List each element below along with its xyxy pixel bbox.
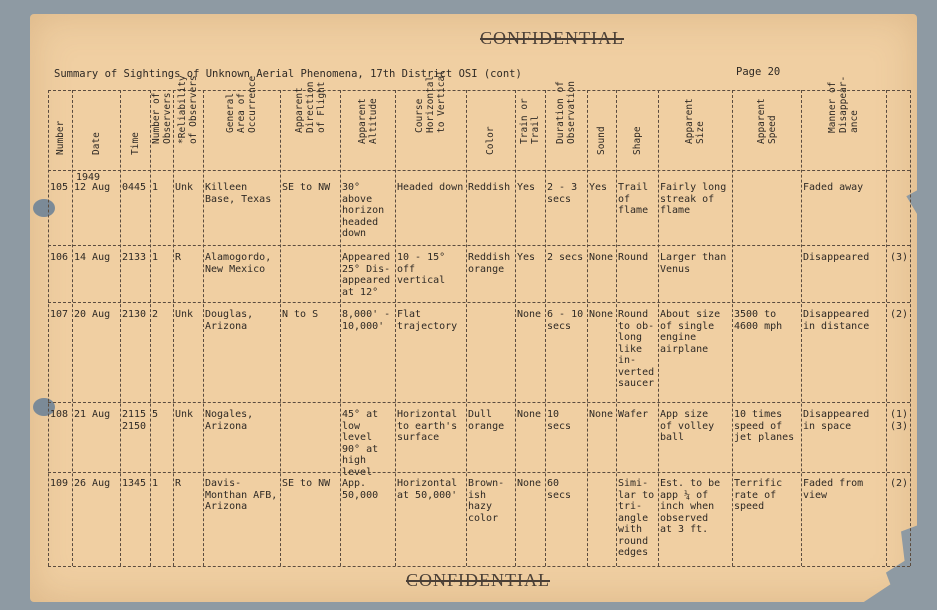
column-header [48, 90, 72, 170]
table-cell: Nogales, Arizona [205, 409, 254, 432]
column-header-label: Train or Trail [519, 98, 541, 144]
table-cell: Brown- ish hazy color [468, 478, 505, 524]
table-cell: 20 Aug [74, 309, 111, 320]
column-header [801, 75, 886, 170]
table-cell: Larger than Venus [660, 252, 727, 275]
column-header-label: Shape [631, 126, 643, 155]
table-cell: 2 [152, 309, 159, 320]
column-header-label: *Reliability of Observers [177, 75, 199, 144]
table-cell: Unk [175, 309, 194, 320]
table-cell: 45° at low level 90° at high level [342, 409, 379, 478]
table-cell: Reddish [468, 182, 511, 193]
row-rule [48, 302, 910, 303]
table-cell: N to S [282, 309, 319, 320]
column-header [173, 75, 203, 170]
page-number: Page 20 [736, 66, 781, 78]
table-cell: None [589, 309, 614, 320]
table-cell: 10 secs [547, 409, 572, 432]
table-cell: 60 secs [547, 478, 572, 501]
table-cell: None [517, 478, 542, 489]
column-header-label: Apparent Size [684, 98, 706, 144]
table-cell: 5 [152, 409, 159, 420]
column-header-label: Time [129, 132, 141, 155]
column-header-label: Apparent Direction of Flight [293, 81, 327, 133]
table-cell: Terrific rate of speed [734, 478, 783, 512]
document-title: Summary of Sightings of Unknown Aerial Phenomena, 17th District OSI (cont) [54, 68, 522, 80]
table-cell: Unk [175, 182, 194, 193]
column-header [395, 70, 466, 170]
table-cell: Davis- Monthan AFB, Arizona [205, 478, 278, 512]
table-cell: 2133 [122, 252, 147, 263]
table-cell: Disappeared [803, 252, 870, 263]
table-cell: Alamogordo, New Mexico [205, 252, 272, 275]
table-cell: 105 [50, 182, 69, 193]
table-cell: 109 [50, 478, 69, 489]
column-header-label: Date [90, 132, 102, 155]
column-header [280, 81, 340, 170]
table-cell: None [589, 409, 614, 420]
table-cell: Yes [517, 182, 536, 193]
table-cell: 21 Aug [74, 409, 111, 420]
table-cell: 108 [50, 409, 69, 420]
column-header [203, 75, 280, 170]
table-cell: Trail of flame [618, 182, 649, 216]
table-cell: Killeen Base, Texas [205, 182, 272, 205]
confidential-stamp-top: CONFIDENTIAL [480, 28, 624, 48]
row-footnote-ref: (2) [890, 309, 909, 320]
column-header [545, 81, 587, 170]
column-header [658, 90, 732, 170]
column-header [587, 90, 616, 170]
table-cell: Headed down [397, 182, 464, 193]
table-cell: None [517, 309, 542, 320]
table-cell: 10 - 15° off vertical [397, 252, 446, 286]
table-cell: App size of volley ball [660, 409, 715, 443]
table-cell: SE to NW [282, 182, 331, 193]
table-cell: 107 [50, 309, 69, 320]
table-cell: 1 [152, 478, 159, 489]
table-cell: Horizontal at 50,000' [397, 478, 458, 501]
table-cell: Disappeared in distance [803, 309, 870, 332]
table-cell: Wafer [618, 409, 649, 420]
column-header-label: Sound [596, 126, 607, 155]
table-cell: Simi- lar to tri- angle with round edges [618, 478, 655, 558]
column-rule [886, 90, 887, 566]
table-cell: Faded away [803, 182, 864, 193]
table-cell: Flat trajectory [397, 309, 458, 332]
table-cell: 106 [50, 252, 69, 263]
column-header [150, 90, 173, 170]
table-cell: None [517, 409, 542, 420]
table-cell: None [589, 252, 614, 263]
table-cell: 1 [152, 182, 159, 193]
row-rule [48, 402, 910, 403]
row-footnote-ref: (3) [890, 252, 909, 263]
confidential-stamp-bottom: CONFIDENTIAL [406, 570, 550, 590]
table-cell: 1345 [122, 478, 147, 489]
column-header [340, 90, 395, 170]
column-header [732, 90, 801, 170]
row-footnote-ref: (2) [890, 478, 909, 489]
row-footnote-ref: (1) (3) [890, 409, 909, 432]
table-cell: Faded from view [803, 478, 864, 501]
table-cell: 10 times speed of jet planes [734, 409, 795, 443]
table-cell: R [175, 252, 182, 263]
column-header [515, 90, 545, 170]
column-header-label: Number [54, 120, 66, 155]
table-cell: 30° above horizon headed down [342, 182, 385, 239]
table-cell: Unk [175, 409, 194, 420]
table-cell: App. 50,000 [342, 478, 379, 501]
column-header-label: Number of Observers [150, 92, 173, 144]
row-rule [48, 245, 910, 246]
year-label: 1949 [76, 172, 101, 183]
column-header-label: Duration of Observation [555, 81, 577, 144]
table-cell: Yes [589, 182, 608, 193]
table-cell: 26 Aug [74, 478, 111, 489]
column-header-label: Manner of Disappear- ance [827, 75, 860, 133]
table-cell: Douglas, Arizona [205, 309, 254, 332]
table-cell: 8,000' - 10,000' [342, 309, 391, 332]
table-cell: 2130 [122, 309, 147, 320]
table-cell: Fairly long streak of flame [660, 182, 727, 216]
table-cell: 2115 2150 [122, 409, 147, 432]
table-cell: Est. to be app ¼ of inch when observed at 3 ft. [660, 478, 721, 535]
column-header-label: Color [485, 126, 496, 155]
column-header-label: General Area of Occurrence [225, 75, 258, 133]
table-cell: 12 Aug [74, 182, 111, 193]
row-rule [48, 566, 910, 567]
column-header-label: Course Horizontal to Vertical [414, 70, 447, 133]
column-header [466, 90, 515, 170]
column-header-label: Apparent Speed [755, 98, 778, 144]
table-cell: Dull orange [468, 409, 505, 432]
column-header [72, 90, 120, 170]
column-header [616, 90, 658, 170]
table-cell: R [175, 478, 182, 489]
table-cell: Reddish orange [468, 252, 511, 275]
table-cell: Horizontal to earth's surface [397, 409, 458, 443]
table-cell: 14 Aug [74, 252, 111, 263]
table-cell: Round to ob- long like in- verted saucer [618, 309, 655, 389]
row-rule [48, 170, 910, 171]
column-rule [910, 90, 911, 566]
table-cell: 2 - 3 secs [547, 182, 578, 205]
table-cell: 2 secs [547, 252, 584, 263]
table-cell: SE to NW [282, 478, 331, 489]
table-cell: Appeared 25° Dis- appeared at 12° [342, 252, 391, 298]
table-cell: Disappeared in space [803, 409, 870, 432]
table-cell: 6 - 10 secs [547, 309, 584, 332]
table-cell: About size of single engine airplane [660, 309, 721, 355]
column-header-label: Apparent Altitude [356, 98, 379, 144]
table-cell: 3500 to 4600 mph [734, 309, 783, 332]
row-rule [48, 472, 910, 473]
table-cell: 0445 [122, 182, 147, 193]
table-cell: Round [618, 252, 649, 263]
table-cell: Yes [517, 252, 536, 263]
column-header [120, 90, 150, 170]
table-cell: 1 [152, 252, 159, 263]
